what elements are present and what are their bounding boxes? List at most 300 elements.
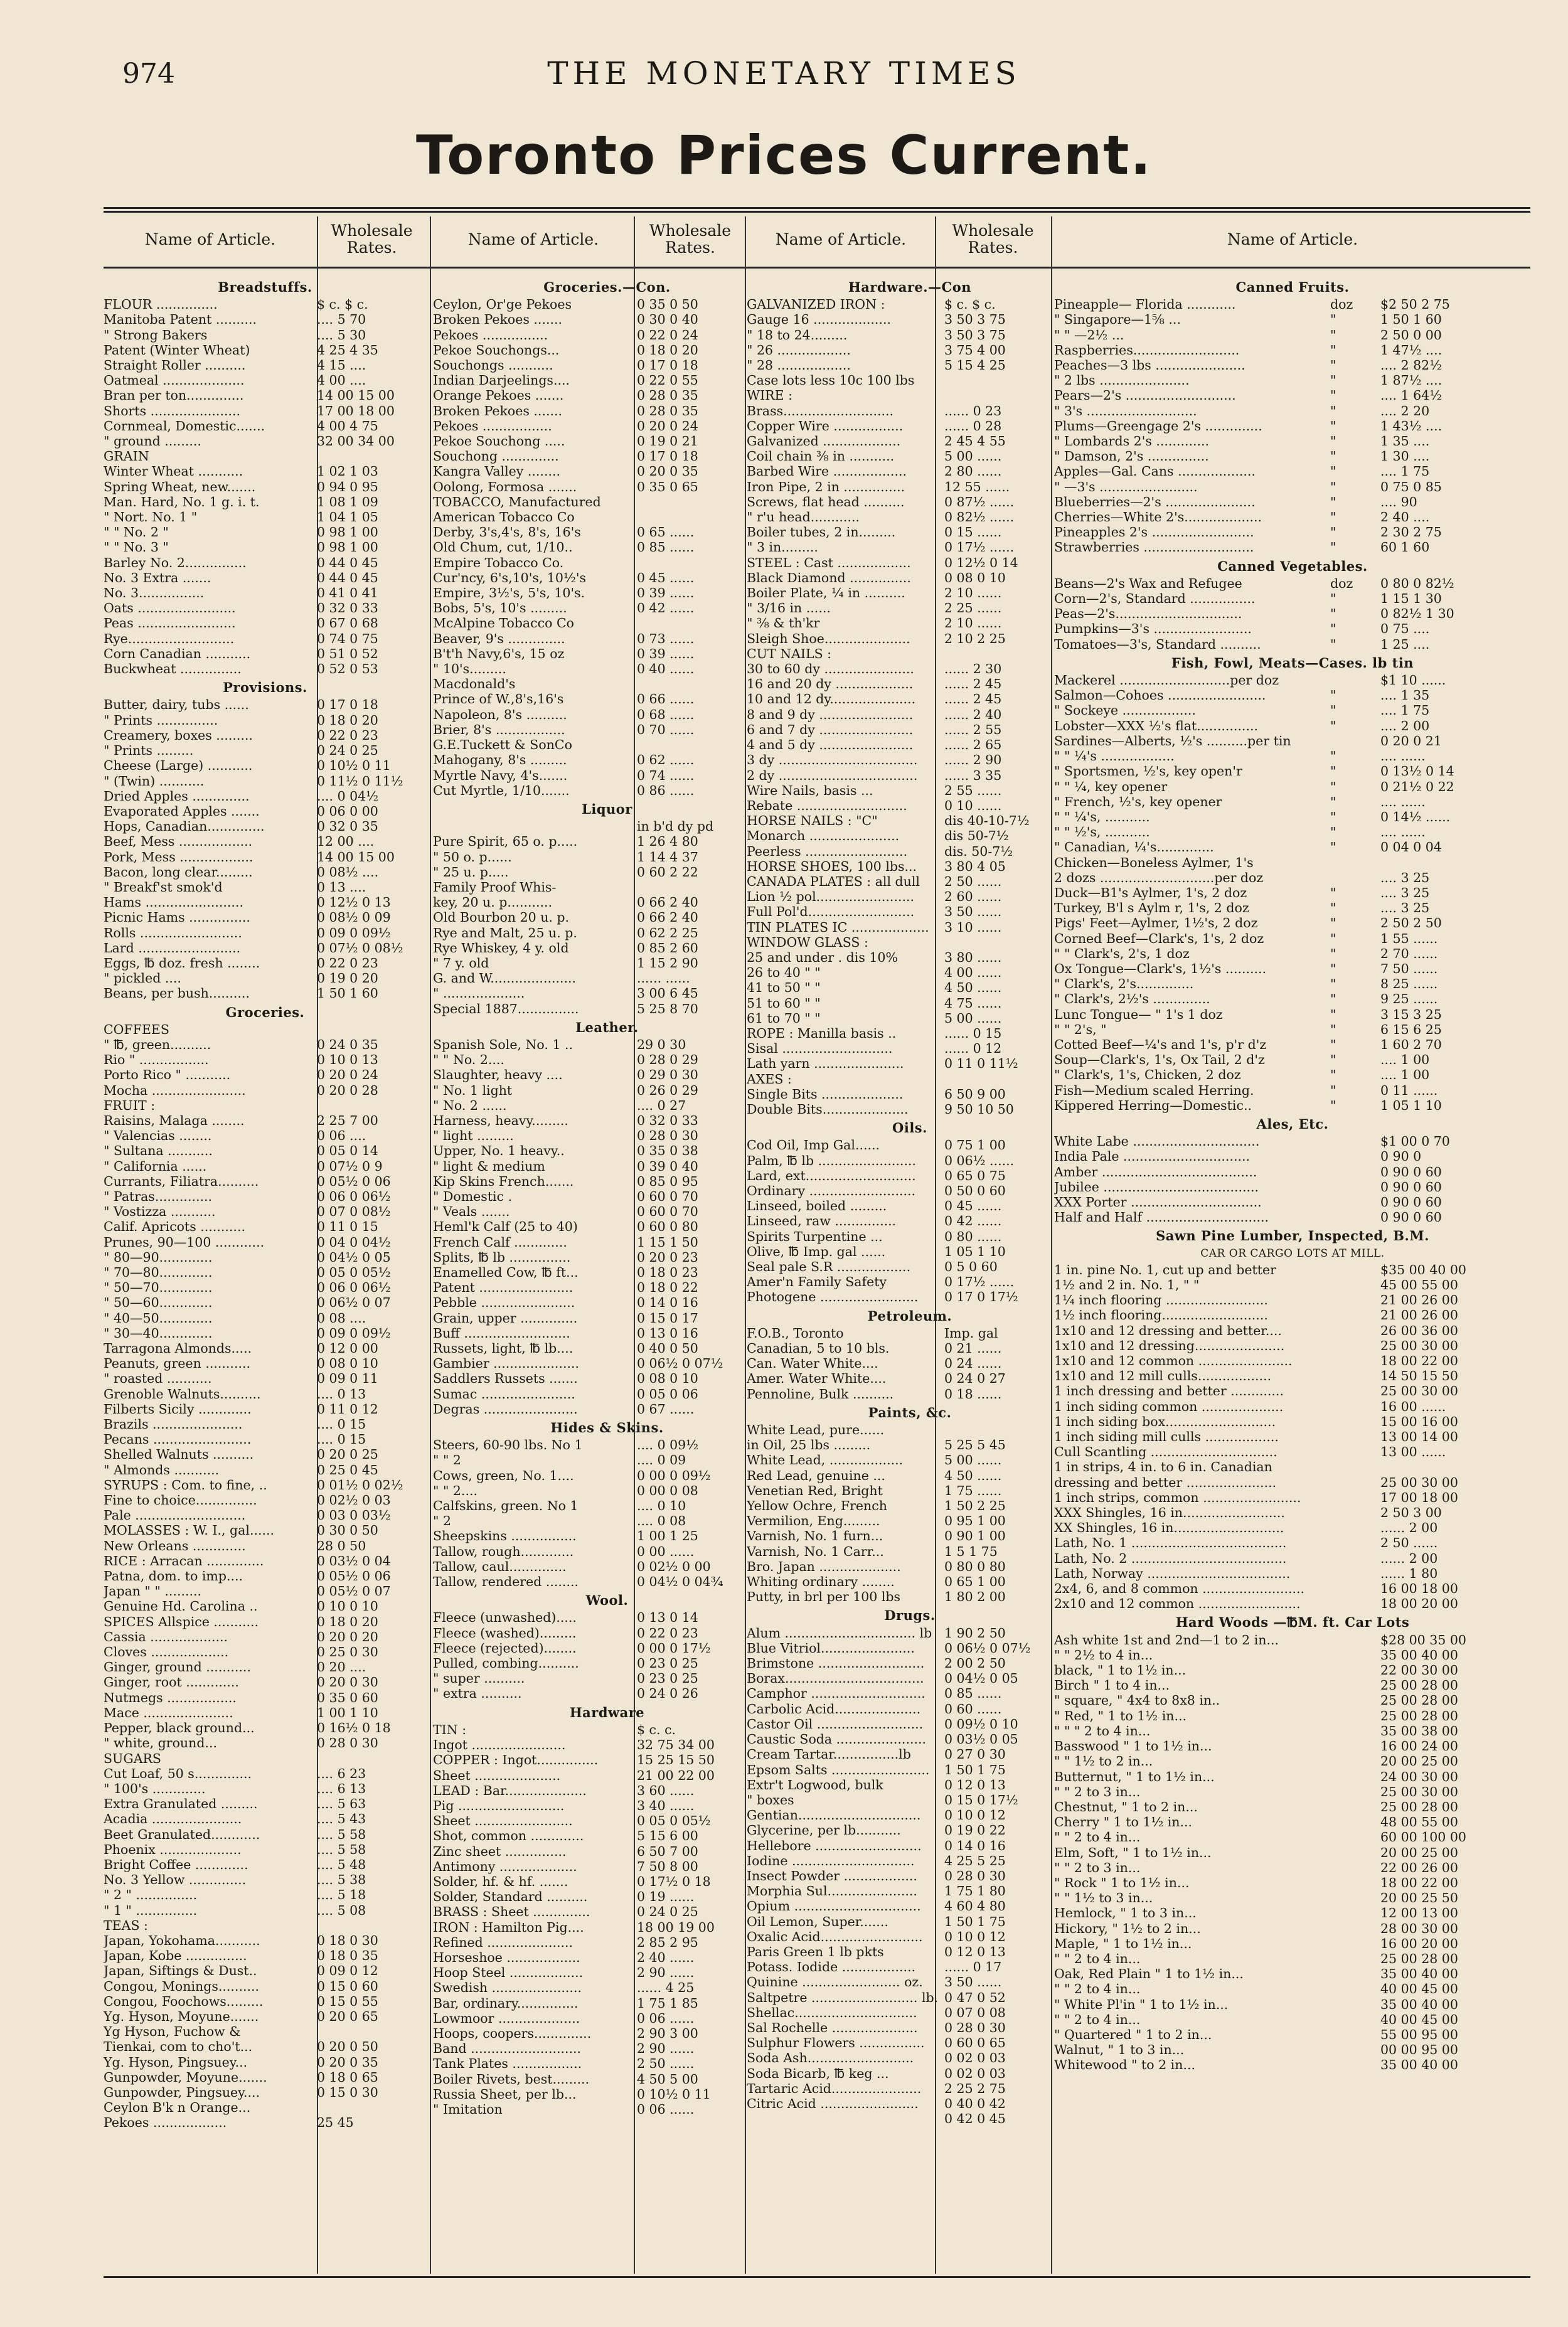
price-row [433,1610,781,1625]
price-row [433,1671,781,1686]
article-name: Manitoba Patent .......... [104,312,257,327]
wholesale-rate: 0 05 0 05½ [317,1265,391,1280]
unit [1330,1663,1380,1678]
article-name: Fish—Medium scaled Herring. [1054,1082,1254,1098]
unit [1330,1799,1380,1814]
article-name: Napoleon, 8's .......... [433,706,567,722]
wholesale-rate: 0 12 0 00 [317,1341,378,1356]
price-row [747,327,1073,343]
price-row [433,1001,781,1016]
article-name: Sisal ........................... [747,1041,893,1057]
article-name: Winter Wheat ........... [104,464,243,479]
price-column-3 [747,276,1073,2126]
article-name: Case lots less 10c 100 lbs [747,373,915,388]
wholesale-rate: 1 75 1 85 [637,1995,698,2011]
wholesale-rate: 0 04 0 04 [1380,839,1442,855]
price-row [433,1437,781,1452]
price-row [104,1295,427,1310]
wholesale-rate: 14 50 15 50 [1380,1368,1458,1384]
price-row [433,418,781,434]
price-row [1054,388,1531,403]
price-row [747,646,1073,661]
wholesale-rate: 0 47 0 52 [944,1989,1006,2005]
article-name: Sardines—Alberts, ½'s ..........per tin [1054,733,1291,748]
wholesale-rate: 0 16½ 0 18 [317,1720,391,1736]
price-row [433,631,781,646]
wholesale-rate: 0 5 0 60 [944,1259,998,1274]
price-row [1054,1769,1531,1784]
article-name: Bro. Japan .................... [747,1558,901,1574]
price-row [1054,764,1531,779]
article-name: Beans—2's Wax and Refugee [1054,575,1242,591]
price-row [1054,946,1531,961]
wholesale-rate: 3 40 ...... [637,1797,695,1813]
article-name: " super .......... [433,1671,525,1686]
price-row [433,2011,781,2026]
price-row [433,834,781,849]
wholesale-rate: 0 08 0 10 [637,1371,698,1387]
article-name: Tienkai, com to cho't... [104,2039,253,2055]
price-row [104,1918,427,1933]
price-row [433,1513,781,1528]
wholesale-rate: 0 13 .... [317,879,366,895]
article-name: ROPE : Manilla basis .. [747,1025,897,1041]
article-name: Butternut, " 1 to 1½ in... [1054,1769,1215,1784]
price-row [747,1959,1073,1974]
price-row [747,1326,1073,1341]
top-rule-double [104,211,1530,213]
price-row [747,1944,1073,1959]
wholesale-rate: 0 24 0 27 [944,1371,1006,1387]
unit [1330,1981,1380,1996]
wholesale-rate [317,1022,427,1037]
wholesale-rate: 16 00 ...... [1380,1398,1446,1414]
section-heading: Oils. [892,1120,927,1136]
section-heading: Fish, Fowl, Meats—Cases. lb tin [1171,654,1414,671]
article-name: Ceylon B'k n Orange... [104,2100,251,2116]
price-row [104,925,427,940]
wholesale-rate: 5 15 4 25 [944,358,1006,373]
article-name: Enamelled Cow, ℔ ft... [433,1265,579,1280]
price-row [747,1656,1073,1671]
price-row [433,1204,781,1219]
price-row [747,1914,1073,1929]
article-name: Pork, Mess .................. [104,849,253,865]
article-name: Kangra Valley ........ [433,464,561,479]
wholesale-rate: 2 50 2 50 [1380,915,1442,931]
unit: doz [1330,575,1353,591]
unit: " [1330,373,1336,388]
wholesale-rate: .... 5 48 [317,1856,366,1872]
price-row [1054,1829,1531,1845]
unit [1330,1596,1380,1611]
price-row [1054,1475,1531,1490]
article-name: Zinc sheet ............... [433,1843,567,1859]
section-heading: Paints, &c. [868,1404,952,1420]
unit: " [1330,479,1336,494]
price-row [747,1762,1073,1777]
article-name: Chicken—Boneless Aylmer, 1's [1054,855,1254,870]
unit [1330,1149,1380,1164]
price-row [433,1828,781,1843]
price-row [104,1842,427,1857]
article-name: Cherries—White 2's................... [1054,509,1262,525]
article-name: 2x10 and 12 common ......................... [1054,1596,1301,1612]
price-row [747,813,1073,828]
price-row [1054,1632,1531,1648]
article-name: HORSE SHOES, 100 lbs... [747,858,917,874]
article-name: FRUIT : [104,1097,156,1113]
unit [1330,1921,1380,1936]
wholesale-rate: ...... 2 45 [944,691,1002,707]
article-name: Brimstone .......................... [747,1656,925,1671]
price-row [104,1311,427,1326]
price-row [104,403,427,418]
wholesale-rate: 0 11½ 0 11½ [317,773,403,789]
unit [1330,1383,1380,1398]
wholesale-rate: 2 25 2 75 [944,2080,1006,2096]
wholesale-rate: ...... 2 30 [944,661,1002,677]
article-name: Lunc Tongue— " 1's 1 doz [1054,1006,1223,1022]
wholesale-rate: 0 80 ...... [944,1228,1002,1244]
price-row [1054,297,1531,312]
wholesale-rate: 0 07½ 0 9 [317,1158,383,1174]
price-row [747,707,1073,722]
article-name: 2x4, 6, and 8 common ......................... [1054,1581,1305,1597]
wholesale-rate: 0 12 0 13 [944,1777,1006,1792]
unit: " [1330,342,1336,358]
price-row [1054,870,1531,885]
article-name: Castor Oil .......................... [747,1716,924,1732]
wholesale-rate: 25 00 30 00 [1380,1784,1458,1799]
wholesale-rate: 0 06½ 0 07½ [944,1640,1031,1656]
price-row [104,819,427,834]
wholesale-rate: 3 50 3 75 [944,327,1006,343]
article-name: New Orleans ............. [104,1538,246,1553]
article-name: Caustic Soda ...................... [747,1732,927,1747]
wholesale-rate: 2 10 ...... [944,585,1002,601]
unit: " [1330,1067,1336,1083]
price-row [104,1143,427,1158]
price-row [104,1599,427,1614]
price-row [747,828,1073,843]
wholesale-rate: $28 00 35 00 [1380,1632,1466,1648]
wholesale-rate: 0 21 ...... [944,1341,1002,1356]
article-name: Mace ...................... [104,1705,233,1720]
unit: " [1330,945,1336,961]
price-row [747,783,1073,798]
wholesale-rate: .... 2 00 [1380,718,1430,733]
price-row [433,1656,781,1671]
article-name: Empire, 3½'s, 5's, 10's. [433,585,585,601]
article-name: French Calf ............. [433,1234,567,1250]
wholesale-rate: 0 90 0 [1380,1149,1422,1164]
wholesale-rate: 17 00 18 00 [317,403,395,418]
article-name: Fleece (unwashed)..... [433,1610,577,1626]
price-row [1054,2012,1531,2027]
article-name: " " ¼, key opener [1054,779,1168,794]
unit: " [1330,1097,1336,1113]
price-row [747,509,1073,525]
article-name: Cur'ncy, 6's,10's, 10½'s [433,570,586,585]
article-name: " " 2 to 4 in... [1054,1981,1141,1997]
article-name: F.O.B., Toronto [747,1325,844,1341]
article-name: Upper, No. 1 heavy.. [433,1143,565,1159]
price-row [747,1341,1073,1356]
wholesale-rate: dis. 50-7½ [944,843,1013,859]
price-row [104,2024,427,2039]
article-name: Monarch ...................... [747,828,900,844]
wholesale-rate [317,2024,427,2039]
price-row [747,752,1073,767]
wholesale-rate: 0 05 0 06 [637,1386,698,1402]
price-row [1054,1353,1531,1368]
price-row [1054,1845,1531,1860]
article-name: Congou, Foochows......... [104,1993,264,2009]
wholesale-rate: 4 00 .... [317,373,366,388]
price-row [1054,931,1531,946]
article-name: Pig .......................... [433,1797,565,1813]
wholesale-rate: 0 14 0 16 [944,1838,1006,1853]
unit: " [1330,885,1336,900]
price-row [433,2102,781,2117]
wholesale-rate: .... 5 08 [317,1902,366,1918]
wholesale-rate: .... ...... [1380,824,1426,840]
wholesale-rate: 2 85 2 95 [637,1934,698,1950]
wholesale-rate: 21 00 26 00 [1380,1307,1458,1323]
article-name: Opium ............................... [747,1898,921,1914]
article-name: " Almonds ........... [104,1462,220,1478]
unit [1330,1951,1380,1966]
price-row [1054,1581,1531,1596]
section-heading: Wool. [585,1592,629,1609]
unit [1330,1997,1380,2012]
price-row [747,449,1073,464]
wholesale-rate: $35 00 40 00 [1380,1262,1466,1277]
article-name: Oatmeal .................... [104,373,245,388]
price-row [1054,418,1531,434]
article-name: Calif. Apricots ........... [104,1219,245,1235]
article-name: Kip Skins French....... [433,1173,574,1189]
unit [1330,1754,1380,1769]
price-row [104,373,427,388]
price-row [104,1675,427,1690]
price-row [747,631,1073,646]
wholesale-rate: 0 17 0 18 [637,449,698,464]
wholesale-rate: 4 15 .... [317,358,366,373]
unit: " [1330,809,1336,824]
price-row [747,555,1073,570]
article-name: Beet Granulated............ [104,1826,260,1842]
wholesale-rate: 18 00 22 00 [1380,1875,1458,1890]
article-name: Pineapples 2's ......................... [1054,525,1254,540]
price-row [747,358,1073,373]
article-name: Pennoline, Bulk .......... [747,1386,894,1402]
article-name: " 50 o. p...... [433,849,512,865]
price-row [104,1538,427,1553]
article-name: " Domestic . [433,1188,513,1204]
article-name: Palm, ℔ lb ........................ [747,1153,916,1168]
article-name: " " 2 to 3 in... [1054,1860,1141,1875]
price-row [433,312,781,327]
wholesale-rate: 12 00 13 00 [1380,1905,1458,1921]
price-row [1054,703,1531,718]
price-row [433,737,781,752]
wholesale-rate: ...... 2 00 [1380,1520,1438,1536]
article-name: Soup—Clark's, 1's, Ox Tail, 2 d'z [1054,1052,1265,1068]
price-row [104,1083,427,1098]
price-row [1054,915,1531,930]
price-row [433,464,781,479]
price-row [1054,794,1531,809]
wholesale-rate: .... 0 15 [317,1417,366,1432]
price-row [433,1783,781,1798]
price-row [433,1326,781,1341]
wholesale-rate: 2 55 ...... [944,782,1002,798]
wholesale-rate: 0 22 0 23 [637,1625,698,1641]
price-row [104,418,427,434]
wholesale-rate: 0 39 0 40 [637,1158,698,1174]
section-heading: Breadstuffs. [218,279,312,295]
wholesale-rate: 0 18 0 20 [317,712,378,728]
wholesale-rate: 48 00 55 00 [1380,1814,1458,1830]
wholesale-rate: 0 15 0 30 [317,2084,378,2100]
article-name: 1 inch dressing and better ............. [1054,1383,1284,1399]
price-row [747,2081,1073,2096]
unit [1330,1459,1380,1474]
wholesale-rate: .... 5 38 [317,1872,366,1888]
wholesale-rate: 0 20 0 24 [637,418,698,434]
price-row [747,1838,1073,1853]
wholesale-rate: dis 40-10-7½ [944,813,1030,829]
wholesale-rate: 1 43½ .... [1380,418,1443,434]
article-name: Myrtle Navy, 4's....... [433,767,568,783]
article-name: " 2 lbs ...................... [1054,373,1190,388]
price-row [104,1219,427,1234]
article-name: Cut Loaf, 50 s.............. [104,1765,252,1781]
article-name: Yg. Hyson, Pingsuey... [104,2054,248,2070]
price-row [104,388,427,403]
price-row [104,585,427,600]
article-name: Linseed, raw ............... [747,1213,897,1229]
price-row [747,1259,1073,1274]
unit: " [1330,358,1336,373]
wholesale-rate: 0 20 0 35 [317,2054,378,2070]
article-name: Cows, green, No. 1.... [433,1467,574,1483]
article-name: Japan, Siftings & Dust.. [104,1963,257,1979]
article-name: Lath, Norway ................................... [1054,1565,1291,1581]
wholesale-rate: 0 95 1 00 [944,1513,1006,1529]
article-name: 51 to 60 " " [747,995,821,1011]
wholesale-rate: 1 75 ...... [944,1483,1002,1498]
price-row [104,1067,427,1082]
wholesale-rate: $ c. $ c. [944,297,996,312]
unit [1330,1338,1380,1353]
price-row [104,1553,427,1568]
wholesale-rate: 35 00 40 00 [1380,1647,1458,1663]
wholesale-rate: 0 05½ 0 06 [317,1568,391,1584]
wholesale-rate: 35 00 40 00 [1380,1966,1458,1982]
wholesale-rate: 0 18 0 35 [317,1948,378,1964]
price-row [1054,1966,1531,1981]
price-row [747,1087,1073,1102]
wholesale-rate: .... 5 63 [317,1796,366,1812]
article-name: " Sultana ........... [104,1143,213,1159]
price-row [433,449,781,464]
article-name: TEAS : [104,1917,148,1933]
price-row [433,1468,781,1483]
article-name: Tallow, rendered ........ [433,1574,579,1590]
wholesale-rate: .... ...... [1380,794,1426,809]
wholesale-rate: 0 00 0 17½ [637,1640,711,1656]
price-row [1054,1262,1531,1277]
unit [1330,1164,1380,1179]
price-row [104,895,427,910]
price-row [747,434,1073,449]
article-name: Bar, ordinary............... [433,1995,579,2011]
price-row [433,327,781,343]
wholesale-rate: 0 51 0 52 [317,646,378,661]
price-row [104,1659,427,1675]
price-row [1054,312,1531,327]
article-name: Whiting ordinary ........ [747,1574,895,1590]
wholesale-rate: 4 25 5 25 [944,1853,1006,1868]
unit [1330,1581,1380,1596]
article-name: " ⅜ & th'kr [747,615,820,631]
wholesale-rate: 0 05 0 05½ [637,1813,711,1829]
wholesale-rate: 0 25 0 30 [317,1644,378,1660]
article-name: White Lead, pure...... [747,1422,885,1438]
wholesale-rate: 0 85 2 60 [637,940,698,956]
wholesale-rate: 2 40 ...... [637,1949,695,1965]
section-heading: Hardware [569,1704,645,1720]
article-name: MOLASSES : W. I., gal...... [104,1523,275,1538]
wholesale-rate: 0 05 0 14 [317,1143,378,1159]
article-name: 1 inch strips, common ........................ [1054,1489,1301,1505]
article-name: " California ...... [104,1158,207,1174]
price-row [433,1528,781,1543]
wholesale-rate: 0 06 0 00 [317,803,378,819]
price-row [1054,509,1531,525]
article-name: " Singapore—1⅝ ... [1054,312,1181,327]
wholesale-rate: ...... 2 90 [944,752,1002,768]
wholesale-rate: 0 10 0 13 [317,1052,378,1068]
unit [1330,1353,1380,1368]
price-row [747,1559,1073,1574]
wholesale-rate: 1 14 4 37 [637,849,698,865]
wholesale-rate: 0 20 .... [317,1659,366,1675]
price-row [747,2020,1073,2035]
wholesale-rate: 0 82½ 1 30 [1380,606,1454,622]
price-row [433,1143,781,1158]
article-name: 10 and 12 dy..................... [747,691,916,707]
price-row [104,1052,427,1067]
price-row [747,935,1073,950]
wholesale-rate [317,1751,427,1766]
wholesale-rate: 0 08 0 10 [944,570,1006,585]
article-name: Lobster—XXX ½'s flat............... [1054,718,1258,733]
article-name: Pulled, combing.......... [433,1656,579,1671]
wholesale-rate: 0 41 0 41 [317,585,378,601]
price-row [433,1483,781,1498]
price-row [1054,1566,1531,1581]
price-row [433,986,781,1001]
price-row [433,1341,781,1356]
article-name: dressing and better ...................... [1054,1474,1277,1490]
article-name: Gentian.............................. [747,1808,921,1823]
wholesale-rate: 2 40 .... [1380,509,1430,525]
unit [1330,1277,1380,1292]
